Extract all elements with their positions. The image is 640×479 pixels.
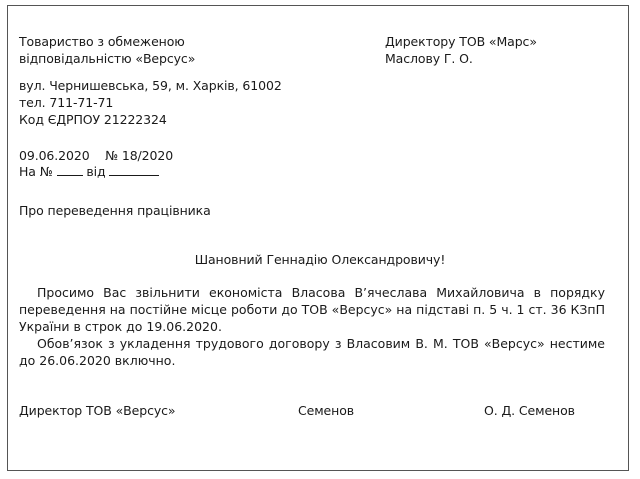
from-label: від [86,164,106,179]
salutation: Шановний Геннадію Олександровичу! [194,252,446,267]
date-blank [109,164,159,176]
body-paragraph-1: Просимо Вас звільнити економіста Власова В’ячеслава Михайловича в порядку переведення на постійне місце роботи до ТОВ «Версус» на підставі п. 5 ч. 1 ст. 36 КЗпП України в строк до 19.06.2020. [19,285,605,334]
body-paragraph-2: Обов’язок з укладення трудового договору з Власовим В. М. ТОВ «Версус» нестиме до 26.06.2020 включно. [19,336,605,368]
sender-phone: тел. 711-71-71 [19,95,114,110]
reference-line [19,163,159,180]
number-blank [57,164,83,176]
date-number: 09.06.2020 № 18/2020 [19,148,174,163]
signature-name: О. Д. Семенов [484,403,575,418]
sender-line2: відповідальністю «Версус» [19,51,196,66]
recipient-line1: Директору ТОВ «Марс» [385,34,537,49]
sender-code: Код ЄДРПОУ 21222324 [19,112,167,127]
signature: Семенов [298,403,355,418]
letter-subject: Про переведення працівника [19,203,211,218]
signature-position: Директор ТОВ «Версус» [19,403,176,418]
sender-line1: Товариство з обмеженою [19,34,185,49]
on-number-label: На № [19,164,53,179]
recipient-line2: Маслову Г. О. [385,51,473,66]
sender-address: вул. Чернишевська, 59, м. Харків, 61002 [19,78,282,93]
